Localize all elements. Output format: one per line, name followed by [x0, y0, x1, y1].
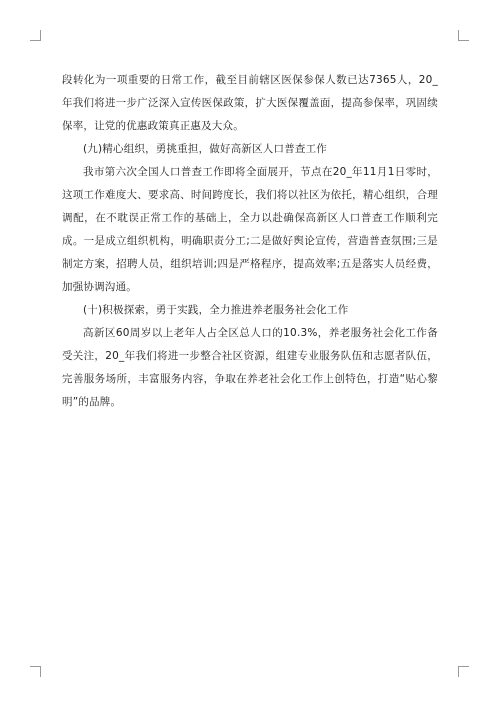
document-body [62, 69, 438, 414]
heading-census: (九)精心组织，勇挑重担，做好高新区人口普查工作 [83, 143, 327, 155]
paragraph-census: 我市第六次全国人口普查工作即将全面展开，节点在20_年11月1日零时，这项工作难度大、要求高、时间跨度长，我们将以社区为依托，精心组织，合理调配，在不耽误正常工作的基础上，全力以赴确保高新区人口普查工作顺利完成。一是成立组织机构，明确职责分工;二是做好舆论宣传，营造普查氛围;三是制定方案，招聘人员，组织培训;四是严格程序，提高效率;五是落实人员经费，加强协调沟通。 [62, 166, 438, 293]
crop-mark-bottom-left [30, 666, 41, 677]
crop-mark-top-right [458, 30, 469, 41]
heading-elderly-care: (十)积极探索，勇于实践，全力推进养老服务社会化工作 [83, 304, 349, 316]
paragraph-elderly-care: 高新区60周岁以上老年人占全区总人口的10.3%，养老服务社会化工作备受关注，20_年我们将进一步整合社区资源，组建专业服务队伍和志愿者队伍，完善服务场所，丰富服务内容，争取在养老社会化工作上创特色，打造“贴心黎明”的品牌。 [62, 327, 438, 408]
paragraph-medical-insurance: 段转化为一项重要的日常工作，截至目前辖区医保参保人数已达7365人，20_年我们将进一步广泛深入宣传医保政策，扩大医保覆盖面，提高参保率，巩固续保率，让党的优惠政策真正惠及大众。 [62, 74, 438, 132]
crop-mark-bottom-right [458, 666, 469, 677]
crop-mark-top-left [30, 30, 41, 41]
